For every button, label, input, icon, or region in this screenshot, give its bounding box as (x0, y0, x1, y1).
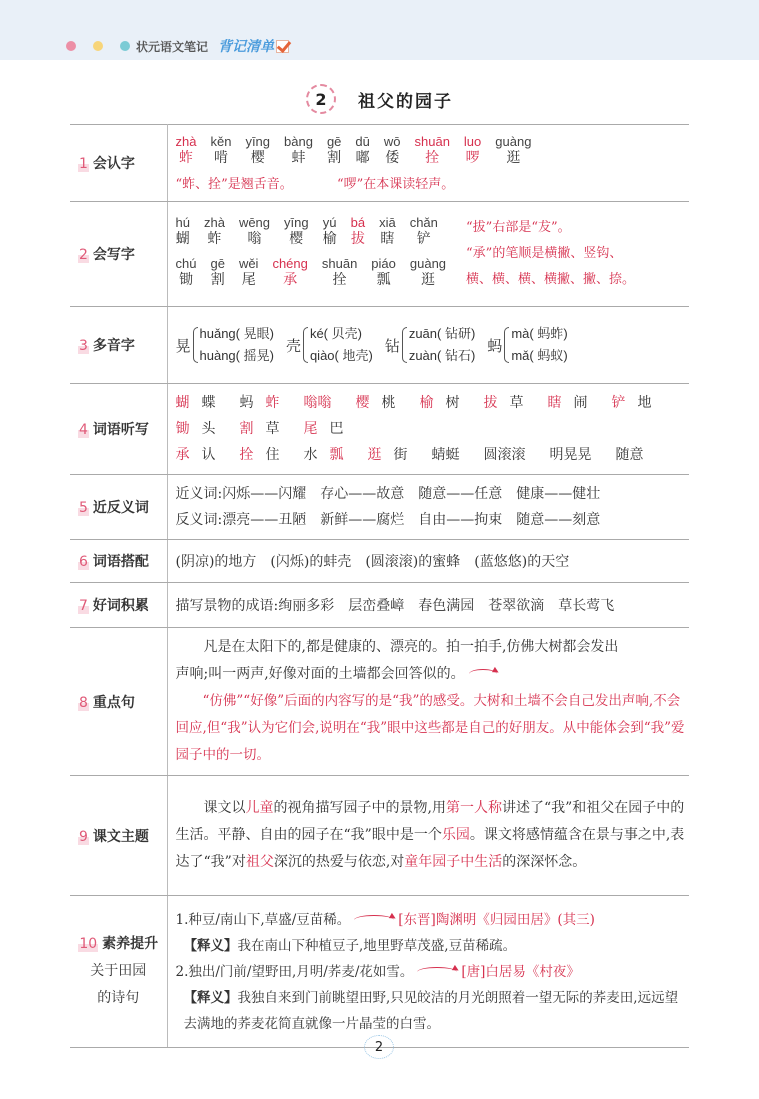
arrow-icon (469, 669, 497, 679)
poem-line (176, 907, 690, 933)
pinyin-char (272, 256, 307, 289)
pinyin-char (410, 215, 438, 248)
theme-text: 儿童 (245, 800, 274, 816)
hanzi: 蚌 (291, 150, 306, 166)
word-part: 承 (175, 447, 190, 463)
section-row-1 (70, 125, 689, 202)
dictation-word (548, 395, 600, 411)
brace-icon (193, 327, 198, 363)
hanzi: 割 (210, 272, 225, 288)
word-part: 铲 (611, 395, 626, 411)
pinyin-char (495, 134, 531, 167)
theme-text: 第一人称 (445, 800, 502, 816)
polyphone-char: 晃 (175, 336, 191, 355)
page-number: 2 (364, 1035, 394, 1059)
pinyin-char-list (176, 215, 461, 248)
pinyin-char (210, 256, 224, 289)
word-part: 圆滚滚 (483, 447, 526, 463)
polyphone-item (176, 323, 274, 367)
section-number: 8 (79, 694, 88, 711)
dictation-word (616, 447, 656, 463)
pinyin-char (415, 134, 450, 167)
pinyin: guàng (495, 134, 532, 149)
section-row-9 (70, 776, 689, 896)
theme-text: 童年园子中生活 (404, 854, 503, 870)
section-subtitle: 关于田园 (90, 963, 147, 979)
pinyin: xiā (379, 215, 396, 230)
theme-paragraph (176, 795, 686, 876)
polyphone-readings (310, 323, 373, 367)
poem-line (176, 959, 690, 985)
section-row-6 (70, 540, 689, 583)
pinyin: hú (175, 215, 190, 230)
pinyin: yīng (284, 215, 309, 230)
hanzi: 承 (283, 272, 298, 288)
reading: qiào( 地壳) (309, 348, 373, 363)
yellow-dot-icon (93, 41, 103, 51)
section-number: 10 (79, 936, 98, 952)
hanzi: 割 (327, 150, 342, 166)
polyphone-readings (200, 323, 274, 367)
word-part: 树 (445, 395, 460, 411)
hanzi: 拔 (350, 231, 365, 247)
sentence-text: 声响;叫一两声,好像对面的土墙都会回答似的。 (175, 666, 465, 682)
word-part: 认 (201, 447, 216, 463)
polyphone-char: 钻 (384, 336, 400, 355)
word-part: 瞎 (547, 395, 562, 411)
section-label (70, 384, 167, 475)
word-part: 地 (637, 395, 652, 411)
theme-text: 乐园 (441, 827, 470, 843)
pinyin-char (327, 134, 341, 167)
pinyin-char (210, 134, 231, 167)
pinyin-char-list (176, 134, 690, 167)
word-part: 尾 (303, 421, 318, 437)
note-line (176, 173, 690, 192)
hanzi: 逛 (420, 272, 435, 288)
section-number: 2 (79, 247, 88, 263)
dictation-word (368, 447, 420, 463)
note-text: “啰”在本课读轻声。 (336, 177, 455, 192)
pinyin: zhà (203, 215, 225, 230)
word-part: 锄 (175, 421, 190, 437)
reading: mà( 蚂蚱) (511, 326, 568, 341)
note-text: “蚱、拴”是翘舌音。 (175, 177, 293, 192)
explanation (176, 933, 690, 959)
arrow-icon (417, 967, 457, 977)
teal-dot-icon (120, 41, 130, 51)
explanation-label: 【释义】 (183, 937, 238, 954)
pinyin: luo (463, 134, 482, 149)
dictation-word (432, 447, 472, 463)
pinyin-char (204, 215, 225, 248)
dictation-word (356, 395, 408, 411)
theme-text: 的深深怀念。 (502, 854, 587, 870)
lesson-title: 祖父的园子 (358, 91, 453, 112)
section-content (167, 628, 689, 776)
word-part: 桃 (381, 395, 396, 411)
pinyin-char (355, 134, 369, 167)
word-part: 巴 (329, 421, 344, 437)
word-part: 草 (265, 421, 280, 437)
polyphone-readings (409, 323, 475, 367)
hanzi: 嘟 (355, 150, 370, 166)
pinyin-char (284, 134, 313, 167)
section-label (70, 540, 167, 583)
section-number: 5 (79, 500, 88, 516)
notes-table (70, 124, 689, 1048)
pinyin: dū (355, 134, 370, 149)
hanzi: 啃 (213, 150, 228, 166)
section-number: 3 (79, 338, 88, 354)
brace-icon (303, 327, 308, 363)
brace-icon (504, 327, 509, 363)
word-part: 蚱 (265, 395, 280, 411)
pinyin: chǎn (409, 215, 438, 230)
pinyin-char (371, 256, 396, 289)
section-label (70, 776, 167, 896)
pinyin-char (245, 134, 270, 167)
brace-icon (402, 327, 407, 363)
hanzi: 瓢 (376, 272, 391, 288)
section-title: 课文主题 (92, 828, 149, 845)
pinyin: wō (383, 134, 401, 149)
dictation-word (484, 447, 538, 463)
arrow-icon (354, 915, 394, 925)
hanzi: 逛 (506, 150, 521, 166)
section-content (167, 896, 689, 1048)
word-part: 蜻蜓 (431, 447, 460, 463)
theme-text: 的视角描写园子中的景物,用 (273, 800, 446, 816)
word-part: 蚂 (239, 395, 254, 411)
explanation-text: 我独自来到门前眺望田野,只见皎洁的月光朗照着一望无际的荞麦田,远远望去满地的荞麦花简直就像一片晶莹的白雪。 (183, 989, 679, 1032)
dictation-word (304, 447, 356, 463)
poem-text: 2.独出/门前/望野田,月明/荞麦/花如雪。 (175, 963, 414, 980)
dictation-word (550, 447, 604, 463)
pinyin-char (176, 134, 197, 167)
word-part: 头 (201, 421, 216, 437)
section-number: 6 (79, 554, 88, 570)
section-row-7 (70, 583, 689, 628)
section-number: 4 (79, 422, 88, 438)
idiom-text: 描写景物的成语:绚丽多彩 层峦叠嶂 春色满园 苍翠欲滴 草长莺飞 (175, 598, 615, 614)
hanzi: 铲 (416, 231, 431, 247)
poem-text: 1.种豆/南山下,草盛/豆苗稀。 (175, 911, 351, 928)
pinyin-char (379, 215, 396, 248)
reading: mǎ( 蚂蚁) (511, 348, 568, 363)
word-list (176, 390, 690, 442)
antonym-line: 反义词:漂亮——丑陋 新鲜——腐烂 自由——拘束 随意——刻意 (175, 512, 601, 528)
pinyin-char (322, 256, 357, 289)
word-part: 樱 (355, 395, 370, 411)
reading: huàng( 摇晃) (199, 348, 274, 363)
explanation (176, 985, 690, 1037)
section-label (70, 628, 167, 776)
checkbox-icon (276, 40, 289, 53)
sentence-text: 凡是在太阳下的,都是健康的、漂亮的。拍一拍手,仿佛大树都会发出 (203, 639, 619, 655)
polyphone-item (385, 323, 475, 367)
pinyin: piáo (371, 256, 396, 271)
section-number: 9 (79, 828, 88, 845)
pinyin: gē (326, 134, 342, 149)
dictation-word (304, 395, 344, 411)
dictation-word (176, 421, 228, 437)
word-part: 随意 (615, 447, 644, 463)
pinyin-char (239, 215, 270, 248)
pinyin-char (176, 215, 190, 248)
pinyin-char (284, 215, 309, 248)
dictation-word (612, 395, 664, 411)
hanzi: 嗡 (247, 231, 262, 247)
section-title: 素养提升 (102, 936, 159, 952)
pink-dot-icon (66, 41, 76, 51)
section-content (167, 540, 689, 583)
note-text: 横、横、横、横撇、撇、捺。 (466, 272, 636, 287)
section-title: 近反义词 (92, 500, 149, 516)
pinyin-char-list (176, 256, 461, 289)
dictation-word (176, 395, 228, 411)
pinyin: shuān (414, 134, 450, 149)
explanation-text: 我在南山下种植豆子,地里野草茂盛,豆苗稀疏。 (237, 937, 517, 954)
hanzi: 蚱 (207, 231, 222, 247)
dictation-word (240, 395, 292, 411)
hanzi: 啰 (465, 150, 480, 166)
hanzi: 蝴 (175, 231, 190, 247)
word-part: 明晃晃 (549, 447, 592, 463)
section-number: 1 (79, 156, 88, 172)
dictation-word (420, 395, 472, 411)
note-text: “承”的笔顺是横撇、竖钩、 (466, 246, 623, 261)
word-part: 榆 (419, 395, 434, 411)
pinyin: guàng (409, 256, 447, 271)
top-banner (0, 0, 759, 60)
pinyin-char (323, 215, 337, 248)
section-number: 7 (79, 598, 88, 614)
section-content (167, 776, 689, 896)
theme-text: 祖父 (245, 854, 274, 870)
pinyin: chú (175, 256, 197, 271)
header-brand (66, 38, 289, 54)
polyphone-item (286, 323, 373, 367)
poem-source: [唐]白居易《村夜》 (461, 963, 580, 980)
explanation-label: 【释义】 (183, 989, 238, 1006)
section-title: 词语搭配 (92, 554, 149, 570)
polyphone-item (487, 323, 567, 367)
section-label (70, 475, 167, 540)
brand-name: 状元语文笔记 (136, 39, 209, 54)
section-title: 多音字 (92, 338, 135, 354)
word-list (176, 442, 690, 468)
hanzi: 樱 (289, 231, 304, 247)
section-content (167, 202, 689, 307)
word-part: 蝴 (175, 395, 190, 411)
pinyin: yú (322, 215, 337, 230)
theme-text: 。课文将感情蕴含在景与事之中,表达了“我”对 (175, 827, 685, 870)
brand-subtitle: 背记清单 (218, 39, 275, 55)
key-sentence (176, 661, 686, 688)
hanzi: 尾 (241, 272, 256, 288)
hanzi: 瞎 (380, 231, 395, 247)
reading: zuàn( 钻石) (408, 348, 476, 363)
section-label (70, 125, 167, 202)
dictation-word (484, 395, 536, 411)
section-label (70, 307, 167, 384)
polyphone-list (176, 323, 690, 367)
pinyin-char (176, 256, 197, 289)
section-title: 会写字 (92, 247, 135, 263)
dictation-word (240, 447, 292, 463)
pinyin: shuān (321, 256, 358, 271)
pinyin-char (464, 134, 481, 167)
poem-source: [东晋]陶渊明《归园田居》(其三) (398, 911, 595, 928)
pinyin-char (410, 256, 446, 289)
theme-text: 深沉的热爱与依恋,对 (273, 854, 405, 870)
word-part: 草 (509, 395, 524, 411)
pinyin: bá (350, 215, 366, 230)
word-part: 拴 (239, 447, 254, 463)
section-row-10 (70, 896, 689, 1048)
key-sentence (176, 634, 686, 661)
hanzi: 樱 (250, 150, 265, 166)
hanzi: 倭 (385, 150, 400, 166)
section-title: 重点句 (92, 694, 135, 711)
reading: zuān( 钻研) (408, 326, 476, 341)
section-subtitle: 的诗句 (97, 990, 140, 1006)
word-part: 瓢 (329, 447, 344, 463)
hanzi: 蚱 (178, 150, 193, 166)
section-content (167, 307, 689, 384)
lesson-number: 2 (306, 84, 336, 114)
section-content (167, 125, 689, 202)
polyphone-char: 壳 (285, 336, 301, 355)
section-row-4 (70, 384, 689, 475)
lesson-heading (0, 84, 759, 114)
word-part: 街 (393, 447, 408, 463)
theme-text: 讲述了“我”和祖父在园子中的生活。平静、自由的园子在“我”眼中是一个 (175, 800, 685, 843)
section-content (167, 583, 689, 628)
word-part: 水 (303, 447, 318, 463)
section-content (167, 475, 689, 540)
section-content (167, 384, 689, 475)
pinyin: kěn (210, 134, 232, 149)
pinyin: wēng (238, 215, 271, 230)
hanzi: 榆 (322, 231, 337, 247)
pinyin: chéng (272, 256, 308, 271)
pinyin: bàng (284, 134, 313, 149)
theme-text: 课文以 (203, 800, 246, 816)
pinyin-char (384, 134, 401, 167)
dictation-word (240, 421, 292, 437)
section-title: 会认字 (92, 156, 135, 172)
section-row-3 (70, 307, 689, 384)
hanzi: 锄 (178, 272, 193, 288)
word-part: 住 (265, 447, 280, 463)
analysis-note: “仿佛”“好像”后面的内容写的是“我”的感受。大树和土墙不会自己发出声响,不会回应,但“我”认为它们会,说明在“我”眼中这些都是自己的好朋友。从中能体会到“我”爱园子中的一切。 (175, 693, 685, 763)
pinyin: wěi (238, 256, 259, 271)
note-text: “拔”右部是“犮”。 (466, 220, 571, 235)
word-part: 蝶 (201, 395, 216, 411)
word-part: 逛 (367, 447, 382, 463)
word-part: 嗡嗡 (303, 395, 332, 411)
polyphone-char: 蚂 (487, 336, 503, 355)
pinyin-char (239, 256, 259, 289)
collocation-text: (阴凉)的地方 (闪烁)的蚌壳 (圆滚滚)的蜜蜂 (蓝悠悠)的天空 (175, 554, 570, 570)
word-part: 闹 (573, 395, 588, 411)
pinyin-char (351, 215, 365, 248)
dictation-word (304, 421, 356, 437)
word-part: 割 (239, 421, 254, 437)
reading: huǎng( 晃眼) (199, 326, 274, 341)
pinyin: yīng (245, 134, 271, 149)
section-row-5 (70, 475, 689, 540)
word-part: 拔 (483, 395, 498, 411)
synonym-line: 近义词:闪烁——闪耀 存心——故意 随意——任意 健康——健壮 (175, 486, 601, 502)
polyphone-readings (511, 323, 567, 367)
section-label (70, 202, 167, 307)
pinyin: gē (210, 256, 225, 271)
section-title: 词语听写 (92, 422, 149, 438)
section-row-8 (70, 628, 689, 776)
section-label (70, 896, 167, 1048)
pinyin: zhà (175, 134, 197, 149)
hanzi: 拴 (332, 272, 347, 288)
section-row-2 (70, 202, 689, 307)
hanzi: 拴 (425, 150, 440, 166)
reading: ké( 贝壳) (309, 326, 362, 341)
stroke-note (466, 215, 635, 293)
section-label (70, 583, 167, 628)
section-title: 好词积累 (92, 598, 149, 614)
dictation-word (176, 447, 228, 463)
